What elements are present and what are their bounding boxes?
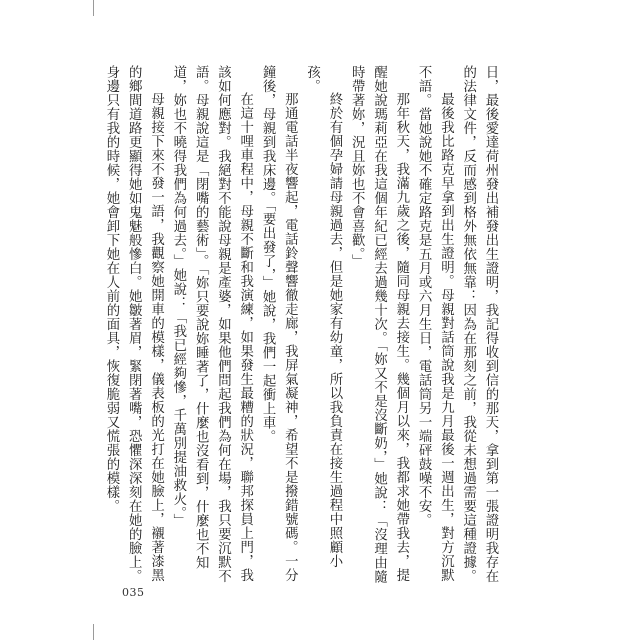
crop-mark-bottom <box>93 624 94 640</box>
page-number: 035 <box>122 586 145 599</box>
paragraph-3: 那年秋天，我滿九歲之後，隨同母親去接生。幾個月以來，我都求她帶我去，提醒她說瑪莉亞在我這個年紀已經去過幾十次。「妳又不是沒斷奶，」她說：「沒理由隨時帶著妳，況且妳也不會喜歡。」 <box>349 65 409 584</box>
paragraph-5: 那通電話半夜響起，電話鈴聲響徹走廊，我屏氣凝神，希望不是撥錯號碼。一分鐘後，母親到我床邊。「要出發了，」她說，我們一起衝上車。 <box>260 65 298 582</box>
paragraph-1: 日，最後愛達荷州發出補發出生證明，我記得收到信的那天，拿到第一張證明我存在的法律文件，反而感到格外無依無靠：因為在那刻之前，我從未想過需要這種證據。 <box>460 65 498 583</box>
crop-mark-top <box>93 0 94 16</box>
paragraph-7: 母親接下來不發一語，我觀察她開車的模樣，儀表板的光打在她臉上，襯著漆黑的鄉間道路更顯得她如鬼魅般慘白。她皺著眉，緊閉著嘴，恐懼深深刻在她的臉上。身邊只有我的時候，她會卸下她在人前的面具，恢復脆弱又慌張的模樣。 <box>103 65 164 583</box>
paragraph-2: 最後我比路克早拿到出生證明。母親對話筒說我是九月最後一週出生，對方沉默不語。當她說她不確定路克是五月或六月生日，電話筒另一端砰鼓噪不安。 <box>416 65 454 582</box>
paragraph-4: 終於有個孕婦請母親過去，但是她家有幼童，所以我負責在接生過程中照顧小孩。 <box>304 65 342 568</box>
paragraph-6: 在這十哩車程中，母親不斷和我演練，如果發生最糟的狀況，聯邦探員上門，我該如何應對。我絕對不能說母親是產婆，如果他們問起我們為何在場，我只要沉默不語。母親說這是「閉嘴的藝術」。「妳只要說妳睡著了，什麼也沒看到，什麼也不知道，妳也不曉得我們為何過去。」她說：「我已經夠慘，千萬別提油救火。」 <box>170 65 253 583</box>
